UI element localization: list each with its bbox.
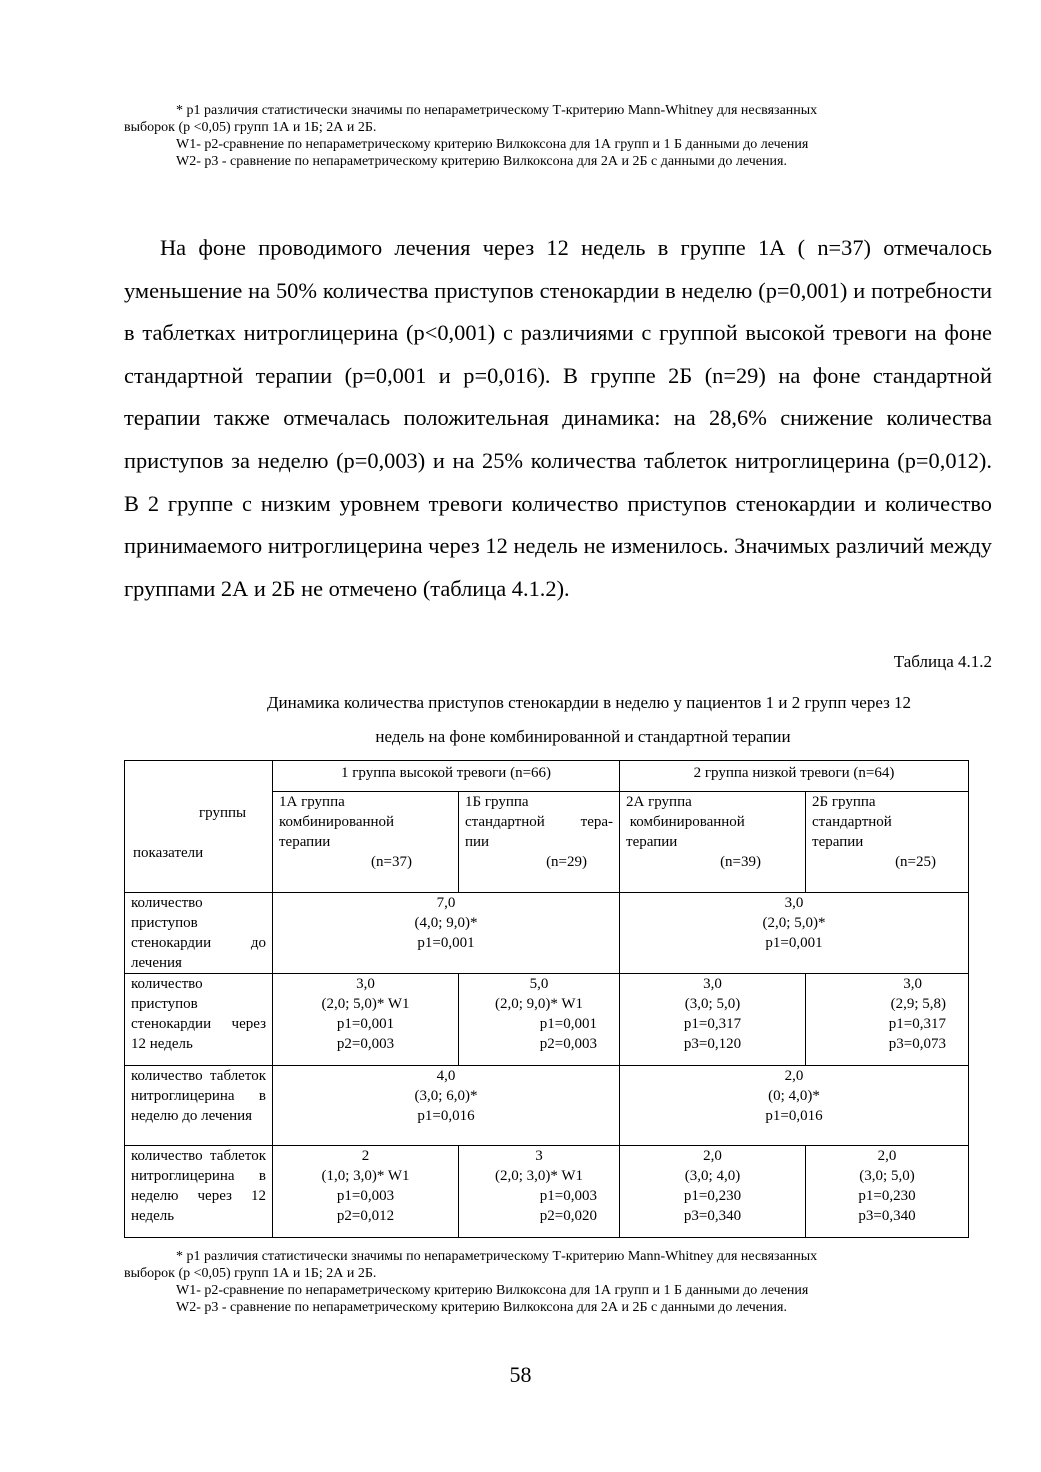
cell-p-value: p1=0,003: [539, 1188, 598, 1204]
cell-iqr: (2,9; 5,8): [890, 996, 947, 1012]
cell-p-value: p1=0,016: [765, 1108, 823, 1124]
footnote-w1: W1- p2-сравнение по непараметрическому критерию Вилкоксона для 1А групп и 1 Б данными до лечения: [176, 1283, 809, 1298]
table-header-groups: [125, 761, 969, 792]
cell-median: 3,0: [356, 976, 375, 992]
data-table: [124, 760, 969, 1238]
subgroup-therapy: комбинированной: [279, 814, 395, 830]
subgroup-therapy: комбинированной: [626, 814, 745, 830]
cell-iqr: (2,0; 3,0)* W1: [494, 1168, 584, 1184]
footnote-w2: W2- p3 - сравнение по непараметрическому критерию Вилкоксона для 2А и 2Б с данными до лечения.: [176, 1300, 787, 1315]
footnote-top: [124, 102, 992, 170]
cell-1a: [273, 1146, 459, 1238]
subgroup-title: 1Б группа: [465, 794, 529, 810]
cell-1b: [459, 1146, 620, 1238]
header-subgroup-2a: [620, 792, 806, 893]
cell-p-value: p1=0,016: [417, 1108, 475, 1124]
cell-p-value: p3=0,340: [858, 1208, 916, 1224]
subgroup-title: 2А группа: [626, 794, 692, 810]
cell-p-value: p1=0,001: [539, 1016, 598, 1032]
cell-iqr: (3,0; 4,0): [684, 1168, 741, 1184]
table-caption: [124, 686, 1041, 754]
footnote-p1-line1: * p1 различия статистически значимы по непараметрическому Т-критерию Mann-Whitney для несвязанных: [176, 1249, 818, 1264]
footnote-p1-line2: выборок (р <0,05) групп 1А и 1Б; 2А и 2Б.: [124, 1266, 377, 1281]
cell-iqr: (2,0; 5,0)*: [762, 915, 826, 931]
cell-iqr: (2,0; 5,0)* W1: [321, 996, 410, 1012]
header-subgroup-1b: [459, 792, 620, 893]
cell-p-value: p1=0,317: [888, 1016, 947, 1032]
cell-p-value: p1=0,001: [336, 1016, 395, 1032]
cell-group2-merged: [620, 893, 969, 974]
footnote-w2: W2- p3 - сравнение по непараметрическому критерию Вилкоксона для 2А и 2Б с данными до лечения.: [176, 154, 787, 169]
cell-p-value: p1=0,001: [417, 935, 475, 951]
subgroup-n: (n=29): [546, 854, 588, 870]
table-row: [125, 1146, 969, 1238]
header-group2: 2 группа низкой тревоги (n=64): [620, 761, 969, 792]
table-caption-line2: недель на фоне комбинированной и стандартной терапии: [375, 727, 791, 746]
cell-p-value: p1=0,001: [765, 935, 823, 951]
cell-p-value: p1=0,003: [336, 1188, 395, 1204]
cell-median: 2: [361, 1148, 370, 1164]
table-row: [125, 974, 969, 1066]
cell-iqr: (0; 4,0)*: [768, 1088, 820, 1104]
footnote-bottom: [124, 1248, 992, 1316]
subgroup-therapy: стандартной: [812, 814, 892, 830]
header-subgroup-1a: [273, 792, 459, 893]
cell-p-value: p1=0,230: [858, 1188, 916, 1204]
cell-p-value: p2=0,003: [336, 1036, 395, 1052]
cell-iqr: (2,0; 9,0)* W1: [494, 996, 584, 1012]
cell-median: 3,0: [903, 976, 923, 992]
corner-indicators-label: показатели: [133, 845, 204, 861]
cell-median: 7,0: [436, 895, 456, 911]
cell-median: 4,0: [436, 1068, 456, 1084]
subgroup-therapy-cont: терапии: [279, 834, 331, 850]
row-label: количество таблеток нитроглицерина в неделю до лечения: [125, 1066, 273, 1146]
cell-p-value: p1=0,317: [683, 1016, 742, 1032]
table-corner-cell: [125, 761, 273, 893]
cell-group2-merged: [620, 1066, 969, 1146]
row-label: количество таблеток нитроглицерина в неделю через 12 недель: [125, 1146, 273, 1238]
cell-2a: [620, 974, 806, 1066]
subgroup-n: (n=25): [895, 854, 937, 870]
cell-median: 3,0: [703, 976, 722, 992]
header-subgroup-2b: [806, 792, 969, 893]
cell-2b: [806, 974, 969, 1066]
body-paragraph: На фоне проводимого лечения через 12 недель в группе 1А ( n=37) отмечалось уменьшение на 50% количества приступов стенокардии в неделю (p=0,001) и потребности в таблетках нитроглицерина (р<0,001) с различиями с группой высокой тревоги на фоне стандартной терапии (p=0,001 и р=0,016). В группе 2Б (n=29) на фоне стандартной терапии также отмечалась положительная динамика: на 28,6% снижение количества приступов за неделю (p=0,003) и на 25% количества таблеток нитроглицерина (p=0,012). В 2 группе с низким уровнем тревоги количество приступов стенокардии и количество принимаемого нитроглицерина через 12 недель не изменилось. Значимых различий между группами 2А и 2Б не отмечено (таблица 4.1.2).: [124, 235, 992, 601]
page-number: 58: [509, 1362, 532, 1387]
cell-p-value: p2=0,003: [539, 1036, 598, 1052]
row-label: количество приступов стенокардии через 12 недель: [125, 974, 273, 1066]
cell-iqr: (4,0; 9,0)*: [414, 915, 478, 931]
cell-group1-merged: [273, 893, 620, 974]
cell-group1-merged: [273, 1066, 620, 1146]
cell-p-value: p2=0,012: [336, 1208, 395, 1224]
table-number: Таблица 4.1.2: [893, 652, 992, 671]
subgroup-title: 1А группа: [279, 794, 345, 810]
cell-1b: [459, 974, 620, 1066]
footnote-p1-line2: выборок (р <0,05) групп 1А и 1Б; 2А и 2Б.: [124, 120, 377, 135]
row-label: количество приступов стенокардии до лечения: [125, 893, 273, 974]
footnote-p1-line1: * p1 различия статистически значимы по непараметрическому Т-критерию Mann-Whitney для несвязанных: [176, 103, 818, 118]
subgroup-n: (n=37): [371, 854, 412, 870]
table-row: [125, 1066, 969, 1146]
cell-iqr: (1,0; 3,0)* W1: [321, 1168, 410, 1184]
cell-iqr: (3,0; 6,0)*: [414, 1088, 478, 1104]
subgroup-therapy-cont: терапии: [626, 834, 678, 850]
cell-iqr: (3,0; 5,0): [684, 996, 741, 1012]
footnote-w1: W1- p2-сравнение по непараметрическому критерию Вилкоксона для 1А групп и 1 Б данными до лечения: [176, 137, 809, 152]
cell-p-value: p3=0,120: [683, 1036, 742, 1052]
cell-iqr: (3,0; 5,0): [859, 1168, 915, 1184]
cell-median: 3: [535, 1148, 543, 1164]
header-group1: 1 группа высокой тревоги (n=66): [273, 761, 620, 792]
cell-2a: [620, 1146, 806, 1238]
table-row: [125, 893, 969, 974]
subgroup-n: (n=39): [720, 854, 762, 870]
corner-groups-label: группы: [199, 805, 247, 821]
cell-median: 2,0: [784, 1068, 804, 1084]
cell-p-value: p3=0,073: [888, 1036, 947, 1052]
cell-median: 5,0: [529, 976, 549, 992]
cell-p-value: p1=0,230: [683, 1188, 742, 1204]
subgroup-therapy: стандартной тера-: [465, 814, 614, 830]
subgroup-therapy-cont: терапии: [812, 834, 864, 850]
cell-median: 2,0: [877, 1148, 897, 1164]
cell-median: 2,0: [703, 1148, 722, 1164]
cell-p-value: p3=0,340: [683, 1208, 742, 1224]
cell-median: 3,0: [784, 895, 804, 911]
cell-2b: [806, 1146, 969, 1238]
cell-1a: [273, 974, 459, 1066]
subgroup-title: 2Б группа: [812, 794, 876, 810]
table-caption-line1: Динамика количества приступов стенокардии в неделю у пациентов 1 и 2 групп через 12: [266, 693, 912, 712]
subgroup-therapy-cont: пии: [465, 834, 490, 850]
cell-p-value: p2=0,020: [539, 1208, 598, 1224]
